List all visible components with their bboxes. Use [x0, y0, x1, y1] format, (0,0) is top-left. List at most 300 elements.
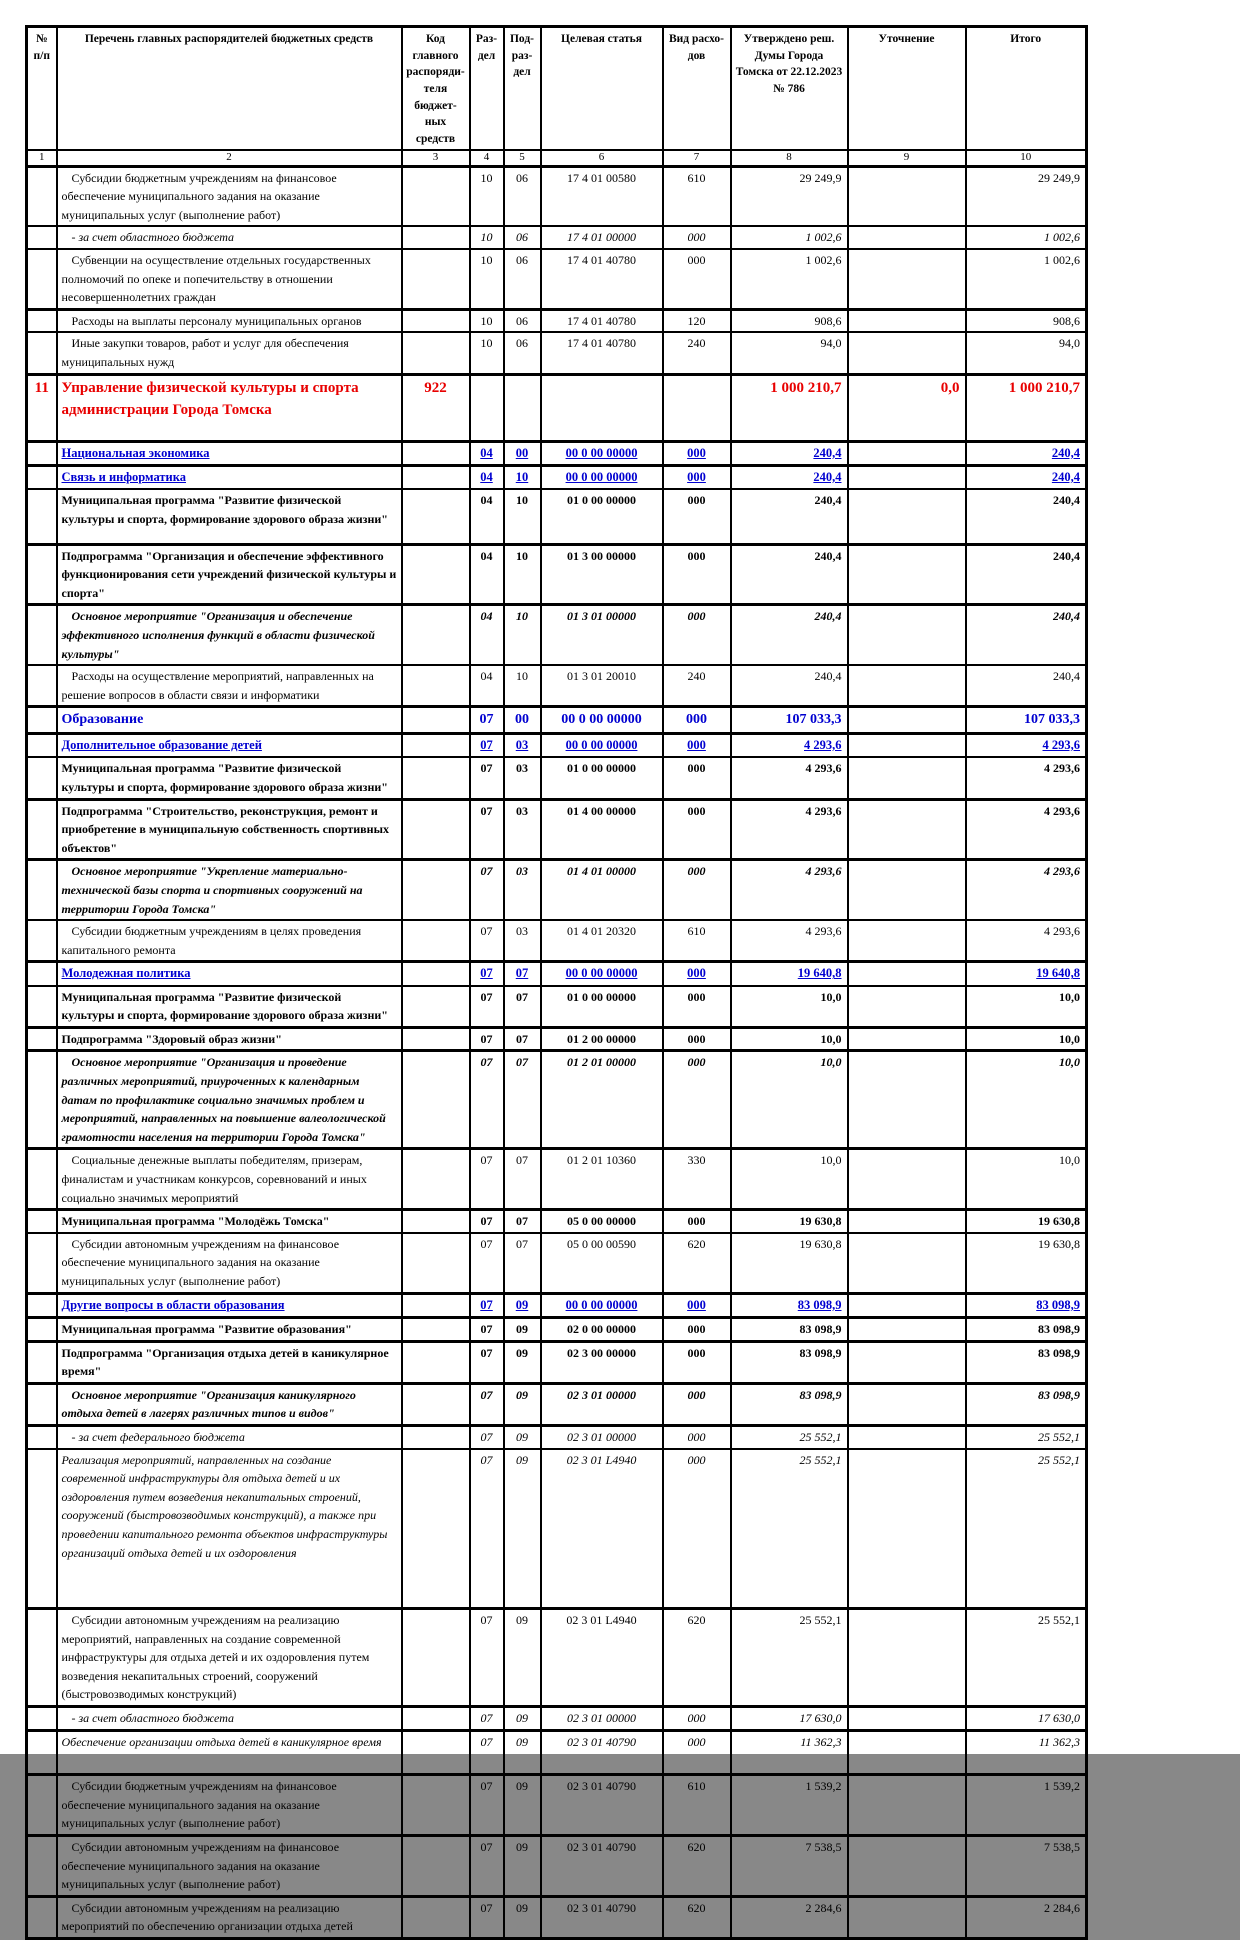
row-number-cell: [27, 1027, 57, 1051]
total-cell: 10,0: [966, 1027, 1087, 1051]
total-cell: 240,4: [966, 605, 1087, 665]
name-cell: Муниципальная программа "Развитие физической культуры и спорта, формирование здорового образа жизни": [57, 489, 402, 544]
target-article-cell: 02 3 01 00000: [541, 1425, 663, 1448]
grbs-code-cell: [402, 1836, 470, 1897]
col-header-row-number: № п/п: [27, 27, 57, 150]
clarification-cell: [848, 544, 966, 605]
podrazdel-cell: 09: [504, 1707, 541, 1731]
expense-type-cell: 240: [663, 332, 731, 374]
approved-cell: 240,4: [731, 605, 848, 665]
razdel-cell: 07: [470, 1293, 504, 1317]
total-cell: 29 249,9: [966, 166, 1087, 226]
target-article-cell: 01 4 00 00000: [541, 799, 663, 860]
target-article-cell: 02 3 01 L4940: [541, 1609, 663, 1707]
name-cell: Подпрограмма "Строительство, реконструкция, ремонт и приобретение в муниципальную собственность спортивных объектов": [57, 799, 402, 860]
grbs-code-cell: [402, 1775, 470, 1836]
target-article-cell: 02 3 01 40790: [541, 1836, 663, 1897]
approved-cell: 240,4: [731, 489, 848, 544]
podrazdel-cell: 06: [504, 166, 541, 226]
clarification-cell: [848, 1149, 966, 1210]
approved-cell: 83 098,9: [731, 1317, 848, 1341]
approved-cell: 10,0: [731, 1027, 848, 1051]
row-number-cell: [27, 466, 57, 490]
name-cell: Основное мероприятие "Организация каникулярного отдыха детей в лагерях различных типов и видов": [57, 1383, 402, 1425]
row-number-cell: [27, 489, 57, 544]
expense-type-cell: 000: [663, 1293, 731, 1317]
row-number-cell: [27, 986, 57, 1028]
col-number: 4: [470, 150, 504, 167]
grbs-code-cell: [402, 1317, 470, 1341]
grbs-code-cell: [402, 1210, 470, 1233]
approved-cell: 240,4: [731, 665, 848, 707]
clarification-cell: [848, 1425, 966, 1448]
clarification-cell: [848, 920, 966, 962]
table-row: [27, 1707, 1087, 1731]
razdel-cell: 10: [470, 249, 504, 309]
expense-type-cell: 000: [663, 1051, 731, 1149]
razdel-cell: 10: [470, 226, 504, 249]
grbs-code-cell: [402, 249, 470, 309]
approved-cell: 25 552,1: [731, 1425, 848, 1448]
razdel-cell: 07: [470, 734, 504, 758]
row-number-cell: [27, 920, 57, 962]
target-article-cell: 01 3 01 20010: [541, 665, 663, 707]
total-cell: 1 000 210,7: [966, 374, 1087, 441]
expense-type-cell: 000: [663, 226, 731, 249]
razdel-cell: 04: [470, 466, 504, 490]
approved-cell: 83 098,9: [731, 1293, 848, 1317]
name-cell: Субсидии автономным учреждениям на финансовое обеспечение муниципального задания на оказание муниципальных услуг (выполнение работ): [57, 1836, 402, 1897]
total-cell: 4 293,6: [966, 920, 1087, 962]
row-number-cell: [27, 441, 57, 465]
name-cell: Подпрограмма "Организация и обеспечение эффективного функционирования сети учреждений физической культуры и спорта": [57, 544, 402, 605]
row-number-cell: [27, 757, 57, 799]
col-header-total: Итого: [966, 27, 1087, 150]
total-cell: 4 293,6: [966, 860, 1087, 920]
row-number-cell: [27, 1341, 57, 1383]
target-article-cell: 01 2 01 00000: [541, 1051, 663, 1149]
razdel-cell: 07: [470, 1210, 504, 1233]
name-cell: Субсидии автономным учреждениям на реализацию мероприятий, направленных на создание современной инфраструктуры для отдыха детей и их оздоровления путем возведения некапитальных строений, сооружений (быстровозводимых конструкций): [57, 1609, 402, 1707]
grbs-code-cell: [402, 962, 470, 986]
grbs-code-cell: [402, 665, 470, 707]
table-row: [27, 1233, 1087, 1293]
grbs-code-cell: [402, 707, 470, 734]
razdel-cell: 07: [470, 1775, 504, 1836]
target-article-cell: 05 0 00 00590: [541, 1233, 663, 1293]
row-number-cell: [27, 1730, 57, 1775]
target-article-cell: 02 3 01 40790: [541, 1730, 663, 1775]
podrazdel-cell: 09: [504, 1896, 541, 1938]
target-article-cell: 02 3 00 00000: [541, 1341, 663, 1383]
approved-cell: 83 098,9: [731, 1383, 848, 1425]
grbs-code-cell: 922: [402, 374, 470, 441]
target-article-cell: 00 0 00 00000: [541, 734, 663, 758]
podrazdel-cell: 07: [504, 1149, 541, 1210]
razdel-cell: 07: [470, 1149, 504, 1210]
table-row: [27, 1775, 1087, 1836]
name-cell: Муниципальная программа "Развитие физической культуры и спорта, формирование здорового образа жизни": [57, 986, 402, 1028]
grbs-code-cell: [402, 466, 470, 490]
razdel-cell: 07: [470, 1730, 504, 1775]
table-row: [27, 665, 1087, 707]
row-number-cell: [27, 309, 57, 332]
approved-cell: 29 249,9: [731, 166, 848, 226]
row-number-cell: [27, 665, 57, 707]
name-cell: - за счет федерального бюджета: [57, 1425, 402, 1448]
clarification-cell: [848, 166, 966, 226]
name-cell: Основное мероприятие "Организация и проведение различных мероприятий, приуроченных к календарным датам по профилактике социально значимых проблем и мероприятий, направленных на повышение валеологической грамотности населения на территории Города Томска": [57, 1051, 402, 1149]
expense-type-cell: 000: [663, 1707, 731, 1731]
grbs-code-cell: [402, 166, 470, 226]
total-cell: 107 033,3: [966, 707, 1087, 734]
clarification-cell: [848, 1027, 966, 1051]
expense-type-cell: 000: [663, 962, 731, 986]
grbs-code-cell: [402, 605, 470, 665]
razdel-cell: 04: [470, 605, 504, 665]
table-row: [27, 860, 1087, 920]
clarification-cell: [848, 1896, 966, 1938]
table-row: [27, 489, 1087, 544]
clarification-cell: [848, 1317, 966, 1341]
row-number-cell: [27, 1896, 57, 1938]
row-number-cell: [27, 860, 57, 920]
clarification-cell: 0,0: [848, 374, 966, 441]
name-cell: - за счет областного бюджета: [57, 226, 402, 249]
table-row: [27, 707, 1087, 734]
podrazdel-cell: 10: [504, 544, 541, 605]
target-article-cell: 17 4 01 40780: [541, 249, 663, 309]
total-cell: 240,4: [966, 441, 1087, 465]
name-cell: Субсидии бюджетным учреждениям на финансовое обеспечение муниципального задания на оказание муниципальных услуг (выполнение работ): [57, 166, 402, 226]
clarification-cell: [848, 665, 966, 707]
grbs-code-cell: [402, 1341, 470, 1383]
total-cell: 4 293,6: [966, 734, 1087, 758]
approved-cell: 4 293,6: [731, 920, 848, 962]
col-number: 3: [402, 150, 470, 167]
razdel-cell: 04: [470, 489, 504, 544]
total-cell: 2 284,6: [966, 1896, 1087, 1938]
name-cell: Подпрограмма "Здоровый образ жизни": [57, 1027, 402, 1051]
target-article-cell: 17 4 01 00000: [541, 226, 663, 249]
col-number: 7: [663, 150, 731, 167]
row-number-cell: [27, 707, 57, 734]
name-cell: Другие вопросы в области образования: [57, 1293, 402, 1317]
table-row: [27, 920, 1087, 962]
podrazdel-cell: 10: [504, 489, 541, 544]
clarification-cell: [848, 441, 966, 465]
total-cell: 1 002,6: [966, 226, 1087, 249]
row-number-cell: [27, 1425, 57, 1448]
razdel-cell: 07: [470, 1341, 504, 1383]
table-row: [27, 1609, 1087, 1707]
clarification-cell: [848, 1293, 966, 1317]
podrazdel-cell: 09: [504, 1425, 541, 1448]
podrazdel-cell: 09: [504, 1293, 541, 1317]
table-row: [27, 1896, 1087, 1938]
grbs-code-cell: [402, 489, 470, 544]
razdel-cell: 10: [470, 332, 504, 374]
col-header-name: Перечень главных распорядителей бюджетных средств: [57, 27, 402, 150]
target-article-cell: 01 4 01 20320: [541, 920, 663, 962]
podrazdel-cell: 06: [504, 332, 541, 374]
podrazdel-cell: 07: [504, 1233, 541, 1293]
podrazdel-cell: 03: [504, 734, 541, 758]
podrazdel-cell: 03: [504, 920, 541, 962]
razdel-cell: 04: [470, 665, 504, 707]
table-row: [27, 1317, 1087, 1341]
expense-type-cell: 000: [663, 605, 731, 665]
clarification-cell: [848, 986, 966, 1028]
podrazdel-cell: 10: [504, 605, 541, 665]
podrazdel-cell: 09: [504, 1730, 541, 1775]
approved-cell: 908,6: [731, 309, 848, 332]
clarification-cell: [848, 249, 966, 309]
podrazdel-cell: 07: [504, 1051, 541, 1149]
podrazdel-cell: 07: [504, 1027, 541, 1051]
row-number-cell: [27, 226, 57, 249]
row-number-cell: [27, 1836, 57, 1897]
row-number-cell: [27, 1449, 57, 1609]
col-header-razdel: Раз-дел: [470, 27, 504, 150]
row-number-cell: [27, 332, 57, 374]
target-article-cell: 00 0 00 00000: [541, 962, 663, 986]
total-cell: 94,0: [966, 332, 1087, 374]
name-cell: Связь и информатика: [57, 466, 402, 490]
table-row: [27, 441, 1087, 465]
row-number-cell: [27, 166, 57, 226]
total-cell: 83 098,9: [966, 1383, 1087, 1425]
target-article-cell: 17 4 01 40780: [541, 332, 663, 374]
total-cell: 17 630,0: [966, 1707, 1087, 1731]
total-cell: 25 552,1: [966, 1449, 1087, 1609]
name-cell: Субвенции на осуществление отдельных государственных полномочий по опеке и попечительству в отношении несовершеннолетних граждан: [57, 249, 402, 309]
approved-cell: 10,0: [731, 986, 848, 1028]
podrazdel-cell: 03: [504, 860, 541, 920]
grbs-code-cell: [402, 544, 470, 605]
expense-type-cell: 000: [663, 1425, 731, 1448]
podrazdel-cell: 09: [504, 1317, 541, 1341]
podrazdel-cell: 09: [504, 1609, 541, 1707]
razdel-cell: 07: [470, 707, 504, 734]
table-row: [27, 1730, 1087, 1775]
expense-type-cell: 000: [663, 441, 731, 465]
grbs-code-cell: [402, 1425, 470, 1448]
table-row: [27, 1051, 1087, 1149]
approved-cell: 19 630,8: [731, 1233, 848, 1293]
razdel-cell: 07: [470, 757, 504, 799]
table-row: [27, 605, 1087, 665]
clarification-cell: [848, 605, 966, 665]
expense-type-cell: 610: [663, 1775, 731, 1836]
total-cell: 10,0: [966, 1051, 1087, 1149]
approved-cell: 4 293,6: [731, 734, 848, 758]
name-cell: Муниципальная программа "Развитие образования": [57, 1317, 402, 1341]
expense-type-cell: [663, 374, 731, 441]
table-row: [27, 544, 1087, 605]
target-article-cell: 02 3 01 00000: [541, 1383, 663, 1425]
total-cell: 83 098,9: [966, 1341, 1087, 1383]
target-article-cell: 17 4 01 00580: [541, 166, 663, 226]
name-cell: Субсидии автономным учреждениям на финансовое обеспечение муниципального задания на оказание муниципальных услуг (выполнение работ): [57, 1233, 402, 1293]
podrazdel-cell: 07: [504, 1210, 541, 1233]
col-number: 5: [504, 150, 541, 167]
approved-cell: 107 033,3: [731, 707, 848, 734]
name-cell: Иные закупки товаров, работ и услуг для обеспечения муниципальных нужд: [57, 332, 402, 374]
razdel-cell: 04: [470, 544, 504, 605]
clarification-cell: [848, 332, 966, 374]
razdel-cell: 07: [470, 1707, 504, 1731]
target-article-cell: 00 0 00 00000: [541, 707, 663, 734]
clarification-cell: [848, 734, 966, 758]
podrazdel-cell: 10: [504, 665, 541, 707]
podrazdel-cell: 07: [504, 986, 541, 1028]
podrazdel-cell: 09: [504, 1449, 541, 1609]
table-row: [27, 466, 1087, 490]
podrazdel-cell: 09: [504, 1341, 541, 1383]
name-cell: Управление физической культуры и спорта администрации Города Томска: [57, 374, 402, 441]
name-cell: Расходы на осуществление мероприятий, направленных на решение вопросов в области связи и информатики: [57, 665, 402, 707]
approved-cell: 94,0: [731, 332, 848, 374]
approved-cell: 11 362,3: [731, 1730, 848, 1775]
approved-cell: 17 630,0: [731, 1707, 848, 1731]
name-cell: Субсидии бюджетным учреждениям в целях проведения капитального ремонта: [57, 920, 402, 962]
expense-type-cell: 120: [663, 309, 731, 332]
clarification-cell: [848, 1836, 966, 1897]
podrazdel-cell: 10: [504, 466, 541, 490]
total-cell: 19 640,8: [966, 962, 1087, 986]
target-article-cell: 02 3 01 00000: [541, 1707, 663, 1731]
approved-cell: 2 284,6: [731, 1896, 848, 1938]
clarification-cell: [848, 489, 966, 544]
podrazdel-cell: 09: [504, 1383, 541, 1425]
expense-type-cell: 000: [663, 1210, 731, 1233]
col-header-podrazdel: Под-раз-дел: [504, 27, 541, 150]
razdel-cell: 07: [470, 1317, 504, 1341]
grbs-code-cell: [402, 860, 470, 920]
razdel-cell: 10: [470, 309, 504, 332]
approved-cell: 25 552,1: [731, 1449, 848, 1609]
approved-cell: 4 293,6: [731, 799, 848, 860]
target-article-cell: 01 2 01 10360: [541, 1149, 663, 1210]
name-cell: Обеспечение организации отдыха детей в каникулярное время: [57, 1730, 402, 1775]
clarification-cell: [848, 309, 966, 332]
expense-type-cell: 000: [663, 1730, 731, 1775]
col-number: 8: [731, 150, 848, 167]
grbs-code-cell: [402, 441, 470, 465]
grbs-code-cell: [402, 799, 470, 860]
podrazdel-cell: 07: [504, 962, 541, 986]
name-cell: Основное мероприятие "Организация и обеспечение эффективного исполнения функций в области физической культуры": [57, 605, 402, 665]
header-numbers-row: [27, 150, 1087, 167]
expense-type-cell: 610: [663, 166, 731, 226]
grbs-code-cell: [402, 920, 470, 962]
approved-cell: 1 002,6: [731, 249, 848, 309]
name-cell: Образование: [57, 707, 402, 734]
budget-table: [25, 25, 1088, 1940]
total-cell: 4 293,6: [966, 757, 1087, 799]
expense-type-cell: 000: [663, 799, 731, 860]
podrazdel-cell: 03: [504, 799, 541, 860]
grbs-code-cell: [402, 1233, 470, 1293]
target-article-cell: 02 0 00 00000: [541, 1317, 663, 1341]
grbs-code-cell: [402, 757, 470, 799]
approved-cell: 7 538,5: [731, 1836, 848, 1897]
podrazdel-cell: 06: [504, 309, 541, 332]
name-cell: Подпрограмма "Организация отдыха детей в каникулярное время": [57, 1341, 402, 1383]
target-article-cell: 02 3 01 40790: [541, 1775, 663, 1836]
table-row: [27, 757, 1087, 799]
clarification-cell: [848, 757, 966, 799]
expense-type-cell: 620: [663, 1836, 731, 1897]
header-labels-row: [27, 27, 1087, 150]
approved-cell: 240,4: [731, 466, 848, 490]
row-number-cell: [27, 1149, 57, 1210]
row-number-cell: [27, 962, 57, 986]
expense-type-cell: 000: [663, 986, 731, 1028]
expense-type-cell: 610: [663, 920, 731, 962]
podrazdel-cell: 00: [504, 707, 541, 734]
razdel-cell: 07: [470, 1233, 504, 1293]
table-header: [27, 27, 1087, 167]
podrazdel-cell: 06: [504, 249, 541, 309]
row-number-cell: [27, 1707, 57, 1731]
grbs-code-cell: [402, 1051, 470, 1149]
target-article-cell: 00 0 00 00000: [541, 1293, 663, 1317]
expense-type-cell: 000: [663, 544, 731, 605]
target-article-cell: 01 3 00 00000: [541, 544, 663, 605]
table-row: [27, 249, 1087, 309]
total-cell: 25 552,1: [966, 1425, 1087, 1448]
table-row: [27, 1027, 1087, 1051]
total-cell: 11 362,3: [966, 1730, 1087, 1775]
razdel-cell: 07: [470, 986, 504, 1028]
podrazdel-cell: [504, 374, 541, 441]
expense-type-cell: 620: [663, 1896, 731, 1938]
name-cell: Основное мероприятие "Укрепление материально-технической базы спорта и спортивных сооружений на территории Города Томска": [57, 860, 402, 920]
table-row: [27, 1149, 1087, 1210]
clarification-cell: [848, 799, 966, 860]
approved-cell: 4 293,6: [731, 757, 848, 799]
total-cell: 240,4: [966, 665, 1087, 707]
razdel-cell: 07: [470, 1609, 504, 1707]
target-article-cell: 01 0 00 00000: [541, 757, 663, 799]
clarification-cell: [848, 1383, 966, 1425]
clarification-cell: [848, 860, 966, 920]
total-cell: 19 630,8: [966, 1210, 1087, 1233]
grbs-code-cell: [402, 986, 470, 1028]
name-cell: Молодежная политика: [57, 962, 402, 986]
grbs-code-cell: [402, 332, 470, 374]
name-cell: Муниципальная программа "Молодёжь Томска": [57, 1210, 402, 1233]
table-row: [27, 309, 1087, 332]
total-cell: 240,4: [966, 489, 1087, 544]
table-row: [27, 962, 1087, 986]
target-article-cell: 00 0 00 00000: [541, 466, 663, 490]
table-row: [27, 332, 1087, 374]
target-article-cell: 02 3 01 L4940: [541, 1449, 663, 1609]
razdel-cell: 07: [470, 920, 504, 962]
table-row: [27, 734, 1087, 758]
podrazdel-cell: 00: [504, 441, 541, 465]
col-number: 2: [57, 150, 402, 167]
grbs-code-cell: [402, 1383, 470, 1425]
col-header-expense-type: Вид расхо-дов: [663, 27, 731, 150]
name-cell: Муниципальная программа "Развитие физической культуры и спорта, формирование здорового образа жизни": [57, 757, 402, 799]
expense-type-cell: 000: [663, 707, 731, 734]
expense-type-cell: 000: [663, 466, 731, 490]
table-row: [27, 1293, 1087, 1317]
